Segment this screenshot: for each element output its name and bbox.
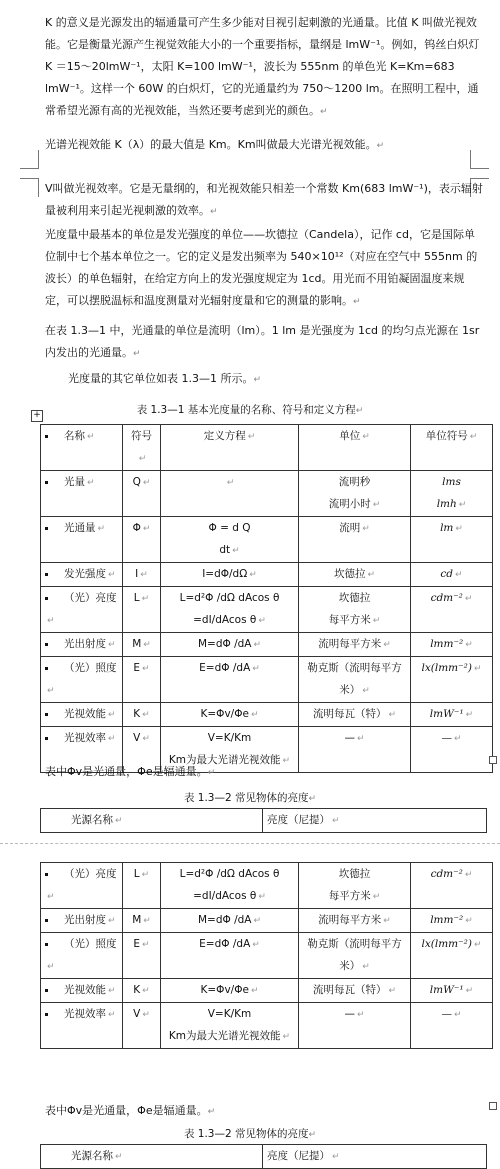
cell-mark-icon: ↵ — [458, 500, 467, 510]
table1-caption — [0, 402, 500, 417]
bullet-icon — [45, 573, 48, 576]
table-cell — [299, 933, 411, 979]
table-cell — [161, 933, 299, 979]
cell-mark-icon: ↵ — [142, 734, 150, 744]
cell-mark-icon: ↵ — [367, 570, 376, 580]
table-header-row — [41, 809, 487, 833]
bullet-icon — [45, 1013, 48, 1016]
table-object-luminance-continued — [40, 1144, 487, 1169]
cell-text: I=dΦ/dΩ — [202, 568, 248, 580]
table-cell — [299, 471, 411, 517]
cell-text: M — [132, 638, 142, 650]
cell-mark-icon: ↵ — [388, 986, 397, 996]
cell-mark-icon: ↵ — [47, 686, 55, 696]
note-text: 表中Φv是光通量，Φe是辐通量。 — [45, 765, 208, 778]
cell-text: （光）照度 — [64, 662, 117, 674]
table-cell — [161, 633, 299, 657]
table-header-row — [41, 425, 493, 471]
cell-text: cd — [440, 568, 454, 580]
cell-text: 流明每瓦（特） — [312, 984, 387, 996]
paragraph-mark-icon: ↵ — [376, 141, 385, 151]
table-move-handle-icon[interactable]: + — [31, 410, 43, 422]
cell-mark-icon: ↵ — [108, 640, 116, 650]
cell-text: L — [133, 868, 140, 880]
cell-text: K — [133, 984, 141, 996]
cell-mark-icon: ↵ — [142, 710, 150, 720]
page-break-line — [0, 843, 500, 844]
table-cell — [41, 657, 123, 703]
table-cell — [299, 633, 411, 657]
table-cell — [41, 563, 123, 587]
table-cell — [411, 703, 493, 727]
cell-mark-icon: ↵ — [108, 916, 116, 926]
table-cell — [41, 909, 123, 933]
cell-mark-icon: ↵ — [142, 986, 150, 996]
cell-text: 流明小时 — [328, 498, 371, 510]
table-cell — [299, 1003, 411, 1049]
cell-text: 光出射度 — [64, 914, 106, 926]
table-cell — [123, 633, 161, 657]
cell-text: V — [133, 1008, 141, 1020]
cell-mark-icon: ↵ — [282, 1032, 291, 1042]
table-row — [41, 703, 493, 727]
cell-text: cdm⁻² — [430, 868, 463, 880]
table-cell — [299, 909, 411, 933]
cell-text: lmW⁻¹ — [429, 984, 464, 996]
table-cell — [41, 1003, 123, 1049]
table-header-row — [41, 1145, 487, 1169]
table-cell — [41, 863, 123, 909]
table-cell — [299, 563, 411, 587]
paragraph-luminous-efficacy — [45, 12, 485, 123]
cell-mark-icon: ↵ — [465, 986, 474, 996]
cell-mark-icon: ↵ — [141, 594, 150, 604]
cell-mark-icon: ↵ — [142, 524, 151, 534]
cell-mark-icon: ↵ — [356, 1010, 365, 1020]
cell-mark-icon: ↵ — [97, 524, 106, 534]
cell-text: L=d²Φ /dΩ dAcos θ — [179, 868, 280, 880]
cell-mark-icon: ↵ — [383, 640, 391, 650]
paragraph-text: 在表 1.3—1 中，光通量的单位是流明（lm）。1 lm 是光强度为 1cd 的均匀点光源在 1sr 内发出的光通量。 — [45, 324, 480, 359]
cell-mark-icon: ↵ — [250, 986, 259, 996]
cell-mark-icon: ↵ — [465, 640, 473, 650]
cell-mark-icon: ↵ — [356, 734, 365, 744]
bullet-icon — [45, 943, 48, 946]
table-cell — [123, 933, 161, 979]
table-cell — [123, 979, 161, 1003]
paragraph-mark-icon: ↵ — [207, 1107, 216, 1117]
table-cell — [161, 657, 299, 703]
table-cell — [123, 517, 161, 563]
table2-header-cell: 亮度（尼提） ↵ — [263, 809, 487, 833]
cell-mark-icon: ↵ — [47, 962, 55, 972]
cell-text: lx(lmm⁻²) — [421, 938, 472, 950]
cell-text: 每平方米 — [328, 890, 371, 902]
cell-text: Φ = d Q — [208, 522, 251, 534]
table-cell — [299, 657, 411, 703]
cell-mark-icon: ↵ — [362, 686, 370, 696]
cell-text: 单位 — [339, 430, 361, 442]
table-cell — [161, 563, 299, 587]
cell-mark-icon: ↵ — [142, 1010, 150, 1020]
table-cell — [41, 933, 123, 979]
bullet-icon — [45, 713, 48, 716]
paragraph-text: K 的意义是光源发出的辐通量可产生多少能对目视引起刺激的光通量。比值 K 叫做光视效能。它是衡量光源产生视觉效能大小的一个重要指标，量纲是 lmW⁻¹。例如，钨丝白炽灯 K ＝15～20lmW⁻¹，太阳 K=100 lmW⁻¹，波长为 555nm 的单色光 K=Km=683 lmW⁻¹。这样一个 60W 的白炽灯，它的光通量约为 750～1200 lm。在照明工程中，通常希望光源有高的光视效能，当然还要考虑到光的颜色。 — [45, 16, 480, 117]
table-cell — [411, 863, 493, 909]
table-cell — [299, 863, 411, 909]
cell-text: 流明秒 — [338, 476, 371, 488]
bullet-icon — [45, 643, 48, 646]
table-header-cell — [123, 425, 161, 471]
cell-text: V=K/Km — [207, 732, 252, 744]
cell-text: K — [133, 708, 141, 720]
table-cell — [123, 863, 161, 909]
cell-text: 光视效能 — [64, 984, 106, 996]
cell-mark-icon: ↵ — [388, 710, 397, 720]
bullet-icon — [45, 667, 48, 670]
cell-mark-icon: ↵ — [464, 870, 473, 880]
cell-text: Km为最大光谱光视效能 — [168, 754, 281, 766]
table-header-cell — [411, 425, 493, 471]
paragraph-mark-icon: ↵ — [253, 375, 262, 385]
cell-mark-icon: ↵ — [258, 892, 266, 902]
cell-text: lmm⁻² — [430, 638, 464, 650]
cell-text: lmW⁻¹ — [429, 708, 464, 720]
table-photometric-quantities — [40, 424, 493, 773]
table2-caption-continued — [0, 1126, 500, 1141]
bullet-icon — [45, 527, 48, 530]
table-cell — [41, 517, 123, 563]
table-cell — [411, 979, 493, 1003]
table1-note — [45, 761, 485, 784]
table-cell — [411, 587, 493, 633]
table-cell — [41, 471, 123, 517]
cell-text: =dI/dAcos θ — [193, 614, 257, 626]
table-cell — [41, 587, 123, 633]
cell-text: 符号 — [131, 430, 152, 442]
table-resize-handle-icon[interactable] — [489, 1102, 497, 1110]
cell-mark-icon: ↵ — [455, 524, 463, 534]
paragraph-mark-icon: ↵ — [133, 349, 141, 359]
crop-mark-bottom-left — [20, 178, 39, 197]
cell-text: 每平方米 — [328, 614, 371, 626]
table-row — [41, 471, 493, 517]
cell-text: M=dΦ /dA — [197, 638, 252, 650]
table-cell — [299, 587, 411, 633]
table-cell — [123, 909, 161, 933]
cell-text: lm — [440, 522, 454, 534]
cell-text: — — [344, 1008, 355, 1020]
cell-text: V=K/Km — [207, 1008, 252, 1020]
cell-text: 光出射度 — [64, 638, 106, 650]
cell-mark-icon: ↵ — [142, 478, 151, 488]
paragraph-text: 光谱光视效能 K（λ）的最大值是 Km。Km叫做最大光谱光视效能。 — [45, 138, 377, 151]
table-cell — [161, 863, 299, 909]
paragraph-mark-icon: ↵ — [355, 406, 364, 416]
cell-text: 光视效能 — [64, 708, 106, 720]
cell-text: — — [441, 732, 452, 744]
table-row — [41, 933, 493, 979]
table-cell — [299, 979, 411, 1003]
paragraph-text: 光度量中最基本的单位是发光强度的单位——坎德拉（Candela），记作 cd，它是国际单位制中七个基本单位之一。它的定义是发出频率为 540×10¹²（对应在空气中 555nm 的波长）的单色辐射，在给定方向上的发光强度规定为 1cd。用光而不用铂凝固温度来规定，可以摆脱温标和温度测量对光辐射度量和它的测量的影响。 — [45, 228, 478, 307]
table-cell — [41, 633, 123, 657]
table-header-cell — [41, 425, 123, 471]
paragraph-candela — [45, 224, 485, 313]
cell-mark-icon: ↵ — [247, 432, 256, 442]
table-header-cell — [161, 425, 299, 471]
table-header-cell — [299, 425, 411, 471]
paragraph-mark-icon: ↵ — [207, 768, 216, 778]
cell-text: 坎德拉 — [338, 592, 371, 604]
cell-mark-icon: ↵ — [453, 734, 462, 744]
bullet-icon — [45, 873, 48, 876]
cell-text: 发光强度 — [64, 568, 106, 580]
table-cell — [41, 979, 123, 1003]
table-photometric-quantities-continued — [40, 862, 493, 1049]
cell-mark-icon: ↵ — [47, 616, 55, 626]
table1-caption-text: 表 1.3—1 基本光度量的名称、符号和定义方程 — [136, 404, 356, 416]
table2-caption — [0, 790, 500, 805]
bullet-icon — [45, 919, 48, 922]
table-cell — [123, 703, 161, 727]
table-cell — [123, 471, 161, 517]
cell-text: 光视效率 — [64, 732, 106, 744]
paragraph-text: V叫做光视效率。它是无量纲的，和光视效能只相差一个常数 Km(683 lmW⁻¹)，表示辐射量被利用来引起光视刺激的效率。 — [45, 182, 483, 217]
table-cell — [411, 909, 493, 933]
table-row — [41, 863, 493, 909]
cell-mark-icon: ↵ — [465, 916, 473, 926]
table-resize-handle-icon[interactable] — [489, 756, 497, 764]
table-cell — [161, 979, 299, 1003]
cell-mark-icon: ↵ — [143, 640, 151, 650]
cell-text: cdm⁻² — [430, 592, 463, 604]
cell-text: lx(lmm⁻²) — [421, 662, 472, 674]
cell-text: E=dΦ /dA — [199, 938, 251, 950]
cell-mark-icon: ↵ — [87, 432, 95, 442]
table-row — [41, 1003, 493, 1049]
bullet-icon — [45, 989, 48, 992]
cell-mark-icon: ↵ — [473, 664, 482, 674]
cell-text: L=d²Φ /dΩ dAcos θ — [179, 592, 280, 604]
cell-text: =dI/dAcos θ — [193, 890, 257, 902]
table-row — [41, 633, 493, 657]
table-cell — [41, 703, 123, 727]
table-cell — [411, 633, 493, 657]
cell-text: 名称 — [64, 430, 85, 442]
paragraph-mark-icon: ↵ — [320, 107, 328, 117]
cell-mark-icon: ↵ — [143, 916, 151, 926]
table2-header-cell: 光源名称 ↵ — [41, 1145, 263, 1169]
table-cell — [411, 563, 493, 587]
cell-text: — — [441, 1008, 452, 1020]
cell-text: — — [344, 732, 355, 744]
cell-mark-icon: ↵ — [108, 570, 116, 580]
table-row — [41, 909, 493, 933]
cell-mark-icon: ↵ — [142, 664, 150, 674]
cell-text: lmh — [436, 498, 457, 510]
bullet-icon — [45, 597, 48, 600]
paragraph-lumen — [45, 320, 485, 365]
cell-text: E — [133, 662, 141, 674]
cell-mark-icon: ↵ — [253, 916, 262, 926]
cell-text: 光视效率 — [64, 1008, 106, 1020]
cell-mark-icon: ↵ — [249, 570, 257, 580]
table2-caption-text: 表 1.3—2 常见物体的亮度 — [183, 792, 309, 804]
cell-mark-icon: ↵ — [108, 986, 116, 996]
cell-text: V — [133, 732, 141, 744]
table-cell — [161, 587, 299, 633]
cell-text: 坎德拉 — [338, 868, 371, 880]
table-row — [41, 563, 493, 587]
cell-mark-icon: ↵ — [258, 616, 266, 626]
table-cell — [411, 933, 493, 979]
cell-text: L — [133, 592, 140, 604]
cell-text: 流明 — [339, 522, 361, 534]
cell-mark-icon: ↵ — [226, 478, 235, 488]
table-cell — [161, 471, 299, 517]
table-row — [41, 517, 493, 563]
cell-mark-icon: ↵ — [469, 432, 478, 442]
cell-mark-icon: ↵ — [252, 664, 260, 674]
cell-mark-icon: ↵ — [473, 940, 482, 950]
cell-text: （光）亮度 — [64, 592, 117, 604]
cell-mark-icon: ↵ — [362, 962, 370, 972]
paragraph-other-units — [68, 368, 468, 391]
table-cell — [161, 1003, 299, 1049]
cell-mark-icon: ↵ — [453, 1010, 462, 1020]
table-cell — [123, 563, 161, 587]
cell-text: M=dΦ /dA — [197, 914, 252, 926]
cell-mark-icon: ↵ — [142, 940, 150, 950]
cell-text: 流明每平方米 — [318, 914, 382, 926]
table-row — [41, 587, 493, 633]
table-row — [41, 657, 493, 703]
bullet-icon — [45, 737, 48, 740]
cell-mark-icon: ↵ — [47, 892, 55, 902]
cell-mark-icon: ↵ — [253, 640, 262, 650]
paragraph-efficiency — [45, 178, 485, 223]
cell-mark-icon: ↵ — [362, 524, 370, 534]
cell-text: E — [133, 938, 141, 950]
paragraph-mark-icon: ↵ — [308, 794, 317, 804]
cell-mark-icon: ↵ — [138, 454, 147, 464]
table-cell — [411, 657, 493, 703]
cell-mark-icon: ↵ — [464, 594, 473, 604]
cell-text: 坎德拉 — [333, 568, 366, 580]
table-cell — [123, 1003, 161, 1049]
table-cell — [123, 657, 161, 703]
paragraph-mark-icon: ↵ — [308, 1130, 317, 1140]
cell-text: 流明每瓦（特） — [312, 708, 387, 720]
table-object-luminance — [40, 808, 487, 833]
cell-text: Φ — [132, 522, 141, 534]
cell-mark-icon: ↵ — [108, 1010, 116, 1020]
cell-mark-icon: ↵ — [362, 432, 370, 442]
cell-text: 光量 — [64, 476, 85, 488]
paragraph-mark-icon: ↵ — [210, 207, 218, 217]
cell-text: （光）亮度 — [64, 868, 117, 880]
table2-caption-text: 表 1.3—2 常见物体的亮度 — [183, 1128, 309, 1140]
table-row — [41, 979, 493, 1003]
table-cell — [299, 517, 411, 563]
cell-text: K=Φv/Φe — [200, 708, 249, 720]
note-text: 表中Φv是光通量，Φe是辐通量。 — [45, 1104, 208, 1117]
cell-text: 勒克斯（流明每平方米） — [307, 938, 402, 972]
cell-mark-icon: ↵ — [465, 710, 474, 720]
cell-mark-icon: ↵ — [140, 570, 148, 580]
cell-text: 流明每平方米 — [318, 638, 382, 650]
cell-mark-icon: ↵ — [372, 616, 381, 626]
cell-text: E=dΦ /dA — [199, 662, 251, 674]
cell-mark-icon: ↵ — [108, 734, 116, 744]
cell-mark-icon: ↵ — [282, 756, 291, 766]
cell-text: 光通量 — [64, 522, 96, 534]
cell-text: K=Φv/Φe — [200, 984, 249, 996]
table-cell — [161, 703, 299, 727]
cell-text: 勒克斯（流明每平方米） — [307, 662, 402, 696]
table-cell — [123, 587, 161, 633]
cell-text: Q — [132, 476, 141, 488]
cell-text: （光）照度 — [64, 938, 117, 950]
table-cell — [161, 517, 299, 563]
cell-mark-icon: ↵ — [87, 478, 95, 488]
crop-mark-top-left — [20, 150, 39, 169]
bullet-icon — [45, 435, 48, 438]
cell-text: lms — [442, 476, 461, 488]
cell-text: dt — [219, 544, 231, 556]
paragraph-text: 光度量的其它单位如表 1.3—1 所示。 — [68, 372, 254, 385]
paragraph-mark-icon: ↵ — [353, 297, 361, 307]
cell-text: M — [132, 914, 142, 926]
cell-text: 单位符号 — [425, 430, 468, 442]
table2-header-cell: 亮度（尼提） ↵ — [263, 1145, 487, 1169]
cell-mark-icon: ↵ — [232, 546, 240, 556]
table-cell — [299, 703, 411, 727]
cell-mark-icon: ↵ — [455, 570, 463, 580]
cell-text: lmm⁻² — [430, 914, 464, 926]
paragraph-max-efficacy — [45, 134, 485, 157]
cell-mark-icon: ↵ — [383, 916, 391, 926]
cell-mark-icon: ↵ — [252, 940, 260, 950]
cell-mark-icon: ↵ — [372, 892, 381, 902]
table-cell — [411, 471, 493, 517]
table2-header-cell: 光源名称 ↵ — [41, 809, 263, 833]
cell-mark-icon: ↵ — [372, 500, 381, 510]
table-cell — [161, 909, 299, 933]
table-cell — [411, 1003, 493, 1049]
cell-mark-icon: ↵ — [250, 710, 259, 720]
table1-note-continued — [45, 1100, 485, 1123]
cell-text: 定义方程 — [203, 430, 246, 442]
cell-text: I — [135, 568, 139, 580]
cell-mark-icon: ↵ — [141, 870, 150, 880]
cell-text: Km为最大光谱光视效能 — [168, 1030, 281, 1042]
cell-mark-icon: ↵ — [108, 710, 116, 720]
table-cell — [411, 517, 493, 563]
bullet-icon — [45, 481, 48, 484]
